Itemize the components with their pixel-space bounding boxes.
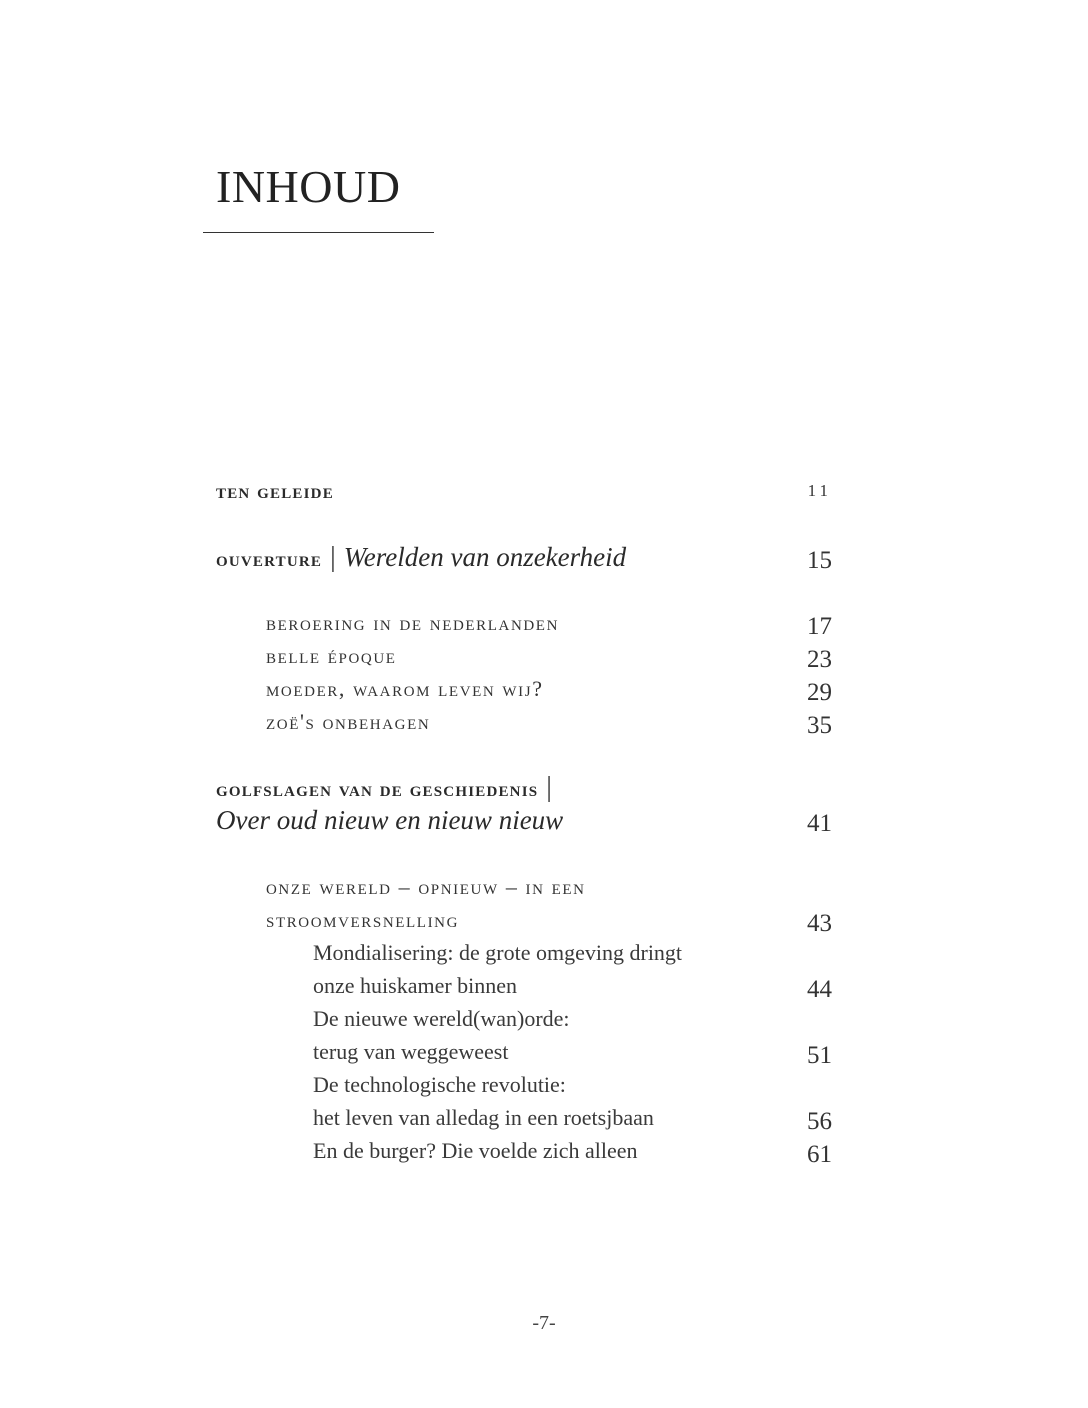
toc-entry-wereldorde-line1[interactable] <box>0 1002 1088 1036</box>
toc-label: ten geleide <box>216 478 334 503</box>
toc-subtitle: Werelden van onzekerheid <box>343 542 627 572</box>
toc-label: beroering in de nederlanden <box>266 610 560 635</box>
page-title: INHOUD <box>216 161 401 212</box>
toc-entry-burger[interactable] <box>0 1134 1088 1168</box>
toc-label: Mondialisering: de grote omgeving dringt <box>313 940 683 965</box>
toc-entry-belle-epoque[interactable] <box>0 639 1088 673</box>
toc-label: moeder, waarom leven wij? <box>266 676 544 701</box>
toc-entry-golfslagen-heading[interactable] <box>0 771 1088 805</box>
toc-page-number: 61 <box>807 1141 832 1168</box>
toc-entry-technologisch-line2[interactable] <box>0 1101 1088 1135</box>
toc-label: De nieuwe wereld(wan)orde: <box>313 1006 570 1031</box>
title-underline <box>203 232 434 233</box>
toc-separator: | <box>546 772 552 803</box>
toc-entry-mondialisering-line1[interactable] <box>0 936 1088 970</box>
toc-entry-moeder[interactable] <box>0 672 1088 706</box>
toc-entry-mondialisering-line2[interactable] <box>0 969 1088 1003</box>
toc-entry-onze-wereld-line2[interactable] <box>0 903 1088 937</box>
toc-page-number: 11 <box>807 481 832 500</box>
toc-entry-zoe[interactable] <box>0 705 1088 739</box>
toc-label: zoë's onbehagen <box>266 709 431 734</box>
toc-page-number: 15 <box>807 547 832 574</box>
toc-label: belle époque <box>266 643 397 668</box>
toc-label: onze huiskamer binnen <box>313 973 518 998</box>
toc-page-number: 29 <box>807 679 832 706</box>
toc-label: De technologische revolutie: <box>313 1072 566 1097</box>
toc-label: stroomversnelling <box>266 907 460 932</box>
toc-entry-golfslagen-subtitle[interactable] <box>0 803 1088 837</box>
toc-label: terug van weggeweest <box>313 1039 509 1064</box>
toc-page-number: 51 <box>807 1042 832 1069</box>
toc-entry-onze-wereld-line1[interactable] <box>0 870 1088 904</box>
toc-page-number: 17 <box>807 613 832 640</box>
toc-separator: | <box>330 542 336 573</box>
toc-label: onze wereld – opnieuw – in een <box>266 874 586 899</box>
toc-label: golfslagen van de geschiedenis <box>216 776 539 801</box>
toc-page-number: 56 <box>807 1108 832 1135</box>
toc-entry-wereldorde-line2[interactable] <box>0 1035 1088 1069</box>
toc-page-number: 43 <box>807 910 832 937</box>
toc-page-number: 44 <box>807 976 832 1003</box>
toc-label-group <box>216 540 626 579</box>
toc-entry-ouverture[interactable] <box>0 540 1088 574</box>
page-folio: -7- <box>532 1312 556 1334</box>
toc-page-number: 41 <box>807 810 832 837</box>
toc-page-number: 23 <box>807 646 832 673</box>
toc-label: het leven van alledag in een roetsjbaan <box>313 1105 654 1130</box>
toc-entry-ten-geleide[interactable] <box>0 474 1088 508</box>
toc-entry-beroering[interactable] <box>0 606 1088 640</box>
toc-subtitle: Over oud nieuw en nieuw nieuw <box>216 805 564 835</box>
toc-label: ouverture <box>216 546 323 571</box>
toc-page-number: 35 <box>807 712 832 739</box>
toc-label: En de burger? Die voelde zich alleen <box>313 1138 638 1163</box>
toc-entry-technologisch-line1[interactable] <box>0 1068 1088 1102</box>
